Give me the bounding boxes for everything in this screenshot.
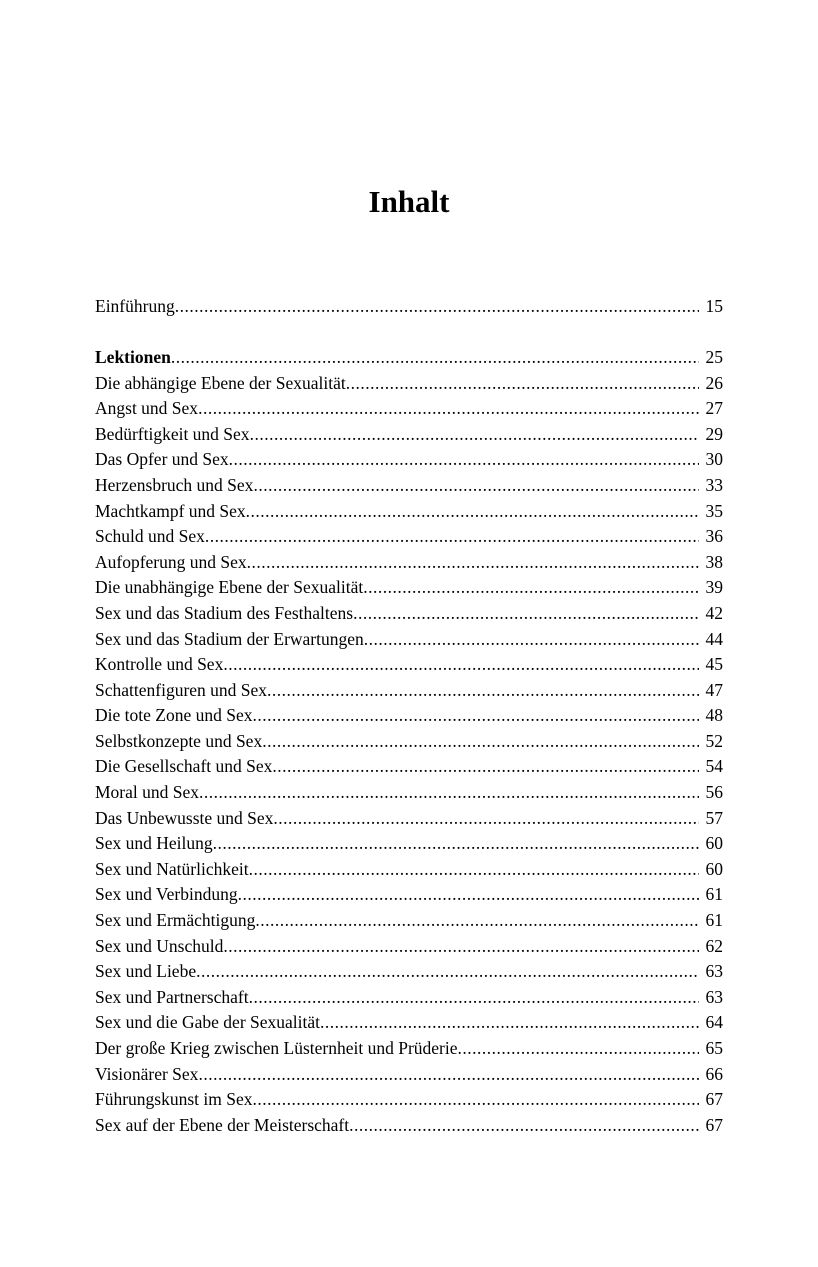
toc-entry-page: 45 bbox=[705, 654, 723, 675]
toc-entry-page: 61 bbox=[705, 910, 723, 931]
toc-entry bbox=[95, 857, 723, 883]
toc-entry-label: Sex auf der Ebene der Meisterschaft bbox=[95, 1114, 350, 1135]
toc-entry-page: 63 bbox=[705, 986, 723, 1007]
toc-entry-label: Herzensbruch und Sex bbox=[95, 474, 254, 495]
dot-leader bbox=[249, 985, 699, 1011]
dot-leader bbox=[205, 524, 699, 550]
dot-leader bbox=[249, 857, 699, 883]
toc-entry-page: 25 bbox=[705, 346, 723, 367]
toc-entry bbox=[95, 754, 723, 780]
toc-entry-label: Angst und Sex bbox=[95, 398, 199, 419]
dot-leader bbox=[213, 831, 699, 857]
table-of-contents bbox=[95, 294, 723, 1138]
toc-entry bbox=[95, 473, 723, 499]
dot-leader bbox=[196, 959, 698, 985]
dot-leader bbox=[349, 1113, 698, 1139]
toc-entry-page: 44 bbox=[705, 628, 723, 649]
toc-entry-label: Lektionen bbox=[95, 346, 171, 367]
dot-leader bbox=[364, 627, 699, 653]
dot-leader bbox=[346, 371, 699, 397]
dot-leader bbox=[353, 601, 698, 627]
toc-entry-page: 35 bbox=[705, 500, 723, 521]
toc-entry-label: Führungskunst im Sex bbox=[95, 1089, 253, 1110]
dot-leader bbox=[229, 447, 699, 473]
toc-entry bbox=[95, 422, 723, 448]
toc-entry-label: Sex und die Gabe der Sexualität bbox=[95, 1012, 321, 1033]
toc-entry-page: 29 bbox=[705, 423, 723, 444]
dot-leader bbox=[223, 934, 698, 960]
toc-entry-label: Die abhängige Ebene der Sexualität bbox=[95, 372, 346, 393]
dot-leader bbox=[363, 575, 698, 601]
dot-leader bbox=[250, 422, 699, 448]
toc-entry-label: Sex und Natürlichkeit bbox=[95, 858, 249, 879]
toc-entry-page: 66 bbox=[705, 1063, 723, 1084]
toc-entry bbox=[95, 831, 723, 857]
dot-leader bbox=[175, 294, 699, 320]
toc-entry bbox=[95, 678, 723, 704]
toc-entry bbox=[95, 524, 723, 550]
dot-leader bbox=[247, 550, 699, 576]
toc-entry-label: Die tote Zone und Sex bbox=[95, 705, 253, 726]
toc-entry-page: 65 bbox=[705, 1038, 723, 1059]
toc-entry bbox=[95, 1062, 723, 1088]
toc-entry-page: 61 bbox=[705, 884, 723, 905]
toc-entry-page: 48 bbox=[705, 705, 723, 726]
toc-entry-label: Sex und Verbindung bbox=[95, 884, 238, 905]
toc-entry bbox=[95, 345, 723, 371]
dot-leader bbox=[198, 1062, 698, 1088]
toc-entry-page: 52 bbox=[705, 730, 723, 751]
dot-leader bbox=[223, 652, 698, 678]
toc-entry bbox=[95, 806, 723, 832]
toc-entry-page: 36 bbox=[705, 526, 723, 547]
dot-leader bbox=[198, 396, 698, 422]
toc-entry-label: Sex und das Stadium der Erwartungen bbox=[95, 628, 364, 649]
toc-entry-page: 47 bbox=[705, 679, 723, 700]
toc-entry-label: Sex und Ermächtigung bbox=[95, 910, 256, 931]
toc-entry bbox=[95, 601, 723, 627]
toc-entry-label: Die Gesellschaft und Sex bbox=[95, 756, 273, 777]
toc-entry-label: Moral und Sex bbox=[95, 782, 200, 803]
toc-entry-label: Der große Krieg zwischen Lüsternheit und Prüderie bbox=[95, 1038, 458, 1059]
toc-entry-label: Das Opfer und Sex bbox=[95, 449, 229, 470]
toc-entry-label: Sex und Liebe bbox=[95, 961, 197, 982]
dot-leader bbox=[171, 345, 699, 371]
toc-entry-label: Das Unbewusste und Sex bbox=[95, 807, 274, 828]
toc-entry-page: 54 bbox=[705, 756, 723, 777]
toc-entry-page: 62 bbox=[705, 935, 723, 956]
dot-leader bbox=[253, 473, 698, 499]
dot-leader bbox=[273, 806, 698, 832]
toc-entry bbox=[95, 934, 723, 960]
toc-entry bbox=[95, 627, 723, 653]
dot-leader bbox=[253, 1087, 699, 1113]
dot-leader bbox=[262, 729, 698, 755]
toc-entry bbox=[95, 729, 723, 755]
toc-entry-page: 56 bbox=[705, 782, 723, 803]
toc-entry-list bbox=[95, 345, 723, 1138]
toc-entry-page: 26 bbox=[705, 372, 723, 393]
toc-entry bbox=[95, 575, 723, 601]
toc-entry-label: Sex und das Stadium des Festhaltens bbox=[95, 602, 354, 623]
toc-entry bbox=[95, 703, 723, 729]
toc-entry bbox=[95, 550, 723, 576]
toc-entry bbox=[95, 499, 723, 525]
dot-leader bbox=[272, 754, 698, 780]
toc-entry-label: Aufopferung und Sex bbox=[95, 551, 247, 572]
toc-entry-intro bbox=[95, 294, 723, 320]
toc-entry-page: 64 bbox=[705, 1012, 723, 1033]
toc-entry bbox=[95, 1113, 723, 1139]
toc-entry-page: 67 bbox=[705, 1089, 723, 1110]
toc-entry bbox=[95, 882, 723, 908]
toc-entry-label: Sex und Heilung bbox=[95, 833, 213, 854]
toc-entry bbox=[95, 959, 723, 985]
toc-entry bbox=[95, 1087, 723, 1113]
toc-entry bbox=[95, 371, 723, 397]
toc-entry-label: Schuld und Sex bbox=[95, 526, 205, 547]
dot-leader bbox=[199, 780, 698, 806]
toc-entry-label: Selbstkonzepte und Sex bbox=[95, 730, 263, 751]
toc-entry-label: Schattenfiguren und Sex bbox=[95, 679, 268, 700]
toc-entry-page: 60 bbox=[705, 858, 723, 879]
dot-leader bbox=[320, 1010, 698, 1036]
toc-entry-page: 30 bbox=[705, 449, 723, 470]
dot-leader bbox=[252, 703, 698, 729]
toc-entry-page: 42 bbox=[705, 602, 723, 623]
toc-entry-page: 57 bbox=[705, 807, 723, 828]
toc-entry-label: Einführung bbox=[95, 296, 175, 316]
toc-entry bbox=[95, 1036, 723, 1062]
toc-entry-page: 67 bbox=[705, 1114, 723, 1135]
toc-entry-label: Sex und Unschuld bbox=[95, 935, 224, 956]
dot-leader bbox=[238, 882, 699, 908]
toc-entry-label: Die unabhängige Ebene der Sexualität bbox=[95, 577, 364, 598]
toc-entry bbox=[95, 908, 723, 934]
dot-leader bbox=[246, 499, 699, 525]
toc-entry-label: Machtkampf und Sex bbox=[95, 500, 246, 521]
dot-leader bbox=[458, 1036, 699, 1062]
toc-entry-label: Visionärer Sex bbox=[95, 1063, 199, 1084]
toc-entry bbox=[95, 652, 723, 678]
toc-entry-page: 39 bbox=[705, 577, 723, 598]
toc-entry-page: 60 bbox=[705, 833, 723, 854]
toc-entry bbox=[95, 1010, 723, 1036]
dot-leader bbox=[267, 678, 698, 704]
toc-entry-page: 27 bbox=[705, 398, 723, 419]
toc-entry-page: 33 bbox=[705, 474, 723, 495]
toc-entry-page: 15 bbox=[705, 296, 723, 316]
toc-entry-label: Kontrolle und Sex bbox=[95, 654, 224, 675]
toc-entry-page: 63 bbox=[705, 961, 723, 982]
toc-entry bbox=[95, 396, 723, 422]
toc-entry bbox=[95, 447, 723, 473]
toc-entry bbox=[95, 985, 723, 1011]
toc-entry bbox=[95, 780, 723, 806]
toc-entry-page: 38 bbox=[705, 551, 723, 572]
toc-entry-label: Bedürftigkeit und Sex bbox=[95, 423, 250, 444]
toc-entry-label: Sex und Partnerschaft bbox=[95, 986, 249, 1007]
dot-leader bbox=[255, 908, 698, 934]
page-title: Inhalt bbox=[368, 184, 450, 219]
